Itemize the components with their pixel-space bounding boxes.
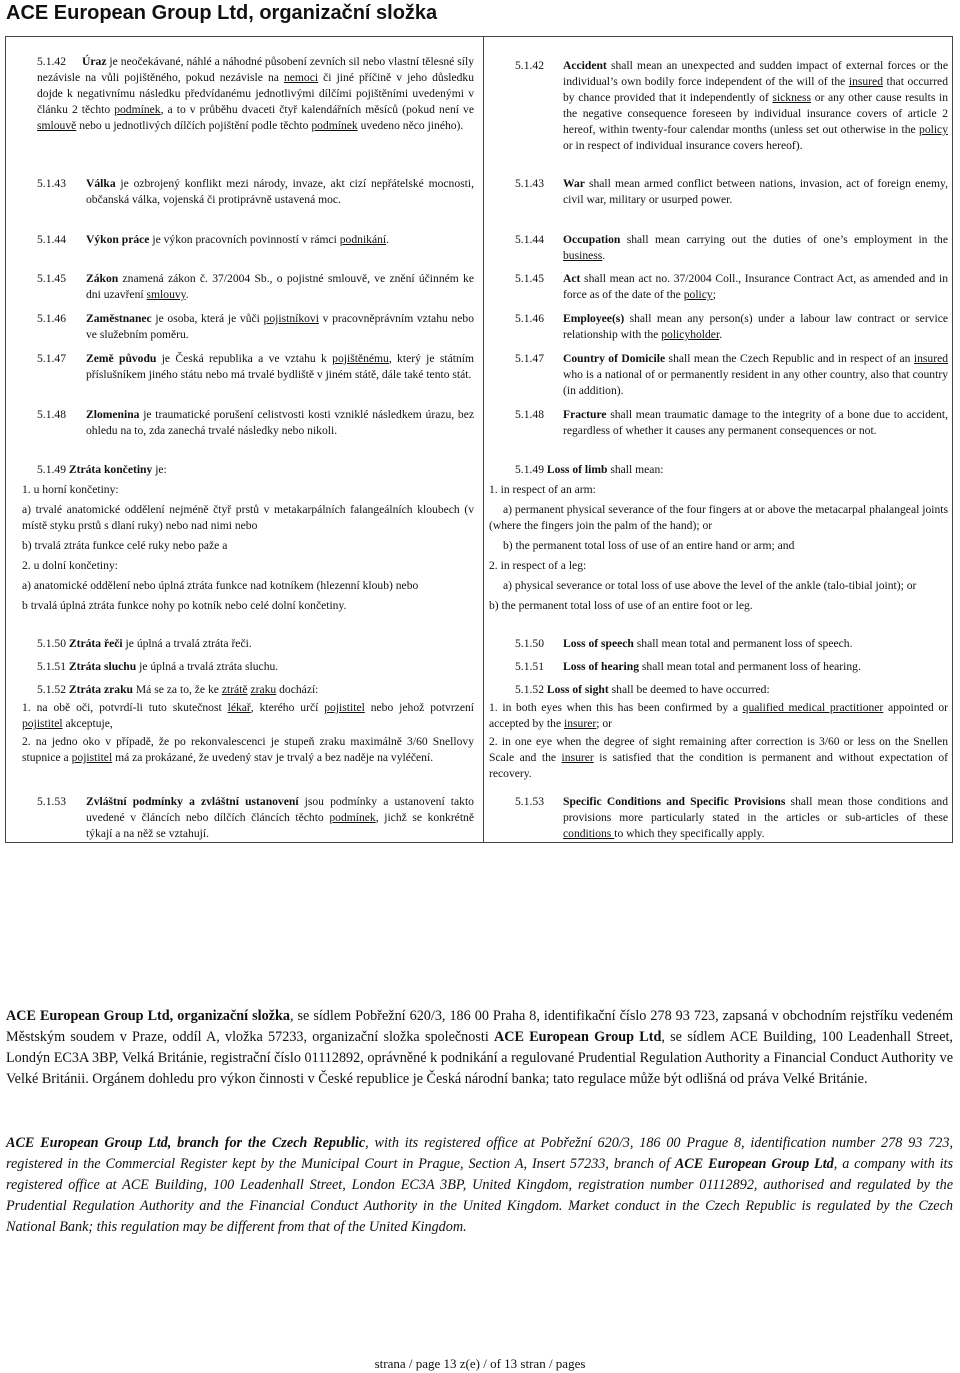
clause-text: . xyxy=(719,328,723,341)
clause-term: Zákon xyxy=(86,272,119,285)
clause-text: Má se za to, že ke xyxy=(132,683,222,696)
clause-term: Zaměstnanec xyxy=(86,312,152,325)
clause-text: dochází: xyxy=(276,683,319,696)
defined-term-link: podnikání xyxy=(339,233,387,246)
clause-number: 5.1.43 xyxy=(37,177,66,190)
clause-number: 5.1.50 xyxy=(515,637,544,650)
clause-number: 5.1.51 xyxy=(515,660,544,673)
clause-cz-5-1-42 xyxy=(37,54,474,134)
clause-number: 5.1.47 xyxy=(37,352,66,365)
document-title: ACE European Group Ltd, organizační složka xyxy=(6,2,438,24)
clause-number: 5.1.52 xyxy=(515,683,544,696)
sub-item-text: má za prokázané, že uvedený stav je trvalý a bez naděje na vyléčení. xyxy=(112,751,434,764)
company-name: ACE European Group Ltd, organizační složka xyxy=(6,1008,290,1024)
clause-text: or in respect of individual insurance covers hereof). xyxy=(563,139,803,152)
sub-item: a) permanent physical severance of the four fingers at or above the metacarpal phalangeal joints (where the fingers join the palm of the hand); or xyxy=(489,503,948,532)
clause-number: 5.1.46 xyxy=(515,312,544,325)
defined-term-link: lékař xyxy=(227,701,251,714)
clause-en-5-1-44 xyxy=(515,232,948,264)
clause-cz-5-1-46 xyxy=(37,311,474,343)
sub-item-text: is satisfied that the condition is permanent and without expectation of recovery. xyxy=(489,751,948,780)
clause-cz-5-1-47 xyxy=(37,351,474,383)
clause-term: Výkon práce xyxy=(86,233,150,246)
sub-item: a) physical severance or total loss of use above the level of the ankle (talo-tibial joint); or xyxy=(503,579,917,592)
sub-item: b trvalá úplná ztráta funkce nohy po kotník nebo celé dolní končetiny. xyxy=(22,599,347,612)
clause-en-5-1-42 xyxy=(515,58,948,154)
clause-text: who is a national of or permanently resident in any other country, also that country (in addition). xyxy=(563,368,948,397)
defined-term-link: podmínek xyxy=(114,103,161,116)
clause-number: 5.1.44 xyxy=(515,233,544,246)
sub-item-text: 1. na obě oči, potvrdí-li tuto skutečnost xyxy=(22,701,228,714)
defined-term-link: smlouvě xyxy=(37,119,77,132)
clause-term: Specific Conditions and Specific Provisions xyxy=(563,795,786,808)
clause-text: je neočekávané, náhlé a náhodné působení zevních sil nebo vlastní tělesné síly nezávisle na vůli pojištěného, pokud nezávisle na xyxy=(37,55,474,84)
clause-en-5-1-47 xyxy=(515,351,948,399)
sub-item: 1. in respect of an arm: xyxy=(489,483,596,496)
defined-term-link: conditions xyxy=(563,827,615,840)
clause-text: shall mean total and permanent loss of hearing. xyxy=(639,660,861,673)
defined-term-link: pojištěnému xyxy=(332,352,389,365)
legal-footer-czech xyxy=(6,1006,953,1090)
clause-term: Loss of limb xyxy=(546,463,608,476)
clause-number: 5.1.53 xyxy=(37,795,66,808)
clause-en-5-1-48 xyxy=(515,407,948,439)
sub-item-text: 2. na jedno oko v případě, že po rekonvalescenci je stupeň zraku maximálně 3/60 Snellovy stupnice a xyxy=(22,735,474,764)
clause-term: Ztráta končetiny xyxy=(68,463,153,476)
defined-term-link: pojistníkovi xyxy=(263,312,319,325)
defined-term-link: qualified medical practitioner xyxy=(742,701,884,714)
clause-text: je úplná a trvalá ztráta řeči. xyxy=(122,637,252,650)
defined-term-link: insurer xyxy=(564,717,597,730)
footer-text: , se sídlem Pobřežní 620/3, 186 00 Praha 8, identifikační číslo 278 93 723, zapsaná v obchodním rejstříku vedeném Městským soudem v Praze, oddíl A, vložka 57233, organizační složka společnosti xyxy=(6,1008,953,1045)
clause-cz-5-1-45 xyxy=(37,271,474,303)
sub-item-text: ; or xyxy=(596,717,612,730)
sub-item-text: , kterého určí xyxy=(250,701,325,714)
clause-term: Zlomenina xyxy=(86,408,140,421)
clause-term: Accident xyxy=(563,59,607,72)
defined-term-link: insurer xyxy=(561,751,594,764)
clause-number: 5.1.48 xyxy=(37,408,66,421)
clause-text: je ozbrojený konflikt mezi národy, invaze, akt cizí nepřátelské mocnosti, občanská válka, vojenská či protiprávně ustavená moc. xyxy=(86,177,474,206)
clause-text: či jiné příčině v jeho důsledku dojde k negativnímu následku předvídanému jednotlivými dílčími pojištěními uvedenými v článku 2 těchto xyxy=(37,71,475,116)
clause-en-5-1-51 xyxy=(515,659,948,675)
clause-term: Loss of speech xyxy=(563,637,634,650)
clause-text: ; xyxy=(712,288,716,301)
clause-number: 5.1.53 xyxy=(515,795,544,808)
page-number: strana / page 13 z(e) / of 13 stran / pages xyxy=(374,1356,586,1371)
sub-item xyxy=(22,734,474,766)
defined-term-link: podmínek xyxy=(311,119,358,132)
sub-item: 2. in respect of a leg: xyxy=(489,559,587,572)
clause-en-5-1-49 xyxy=(489,462,948,614)
company-name: ACE European Group Ltd xyxy=(674,1156,834,1172)
defined-term-link: nemoci xyxy=(283,71,319,84)
sub-item xyxy=(22,700,474,732)
clause-term: Úraz xyxy=(82,55,107,68)
clause-text: , a to v průběhu dvaceti čtyř kalendářních měsíců (pokud není ve xyxy=(160,103,474,116)
sub-item-text: 2. in one eye when the degree of sight remaining after correction is 3/60 or less on the Snellen Scale and the xyxy=(489,735,948,764)
clause-text: shall mean: xyxy=(607,463,664,476)
sub-item xyxy=(489,734,948,782)
clause-text: to which they specifically apply. xyxy=(614,827,765,840)
clause-text: je úplná a trvalá ztráta sluchu. xyxy=(136,660,279,673)
clause-number: 5.1.49 xyxy=(37,463,66,476)
sub-item: a) anatomické oddělení nebo úplná ztráta funkce nad kotníkem (hlezenní kloub) nebo xyxy=(22,579,419,592)
clause-number: 5.1.50 xyxy=(37,637,66,650)
clause-text: nebo u jednotlivých dílčích pojištění podle těchto xyxy=(76,119,312,132)
clause-text: shall be deemed to have occurred: xyxy=(608,683,770,696)
clause-term: Země původu xyxy=(86,352,157,365)
clause-term: Country of Domicile xyxy=(563,352,666,365)
clause-text: . xyxy=(386,233,390,246)
legal-footer-english xyxy=(6,1133,953,1238)
clause-number: 5.1.42 xyxy=(37,55,66,68)
defined-term-link: policy xyxy=(919,123,948,136)
clause-en-5-1-53 xyxy=(515,794,948,842)
clause-text: shall mean those conditions and provisions more particularly stated in the articles or sub-articles of these xyxy=(563,795,948,824)
clause-number: 5.1.52 xyxy=(37,683,66,696)
sub-item: a) trvalé anatomické oddělení nejméně čtyř prstů v metakarpálních falangeálních kloubech (v místě styku prstů s dlaní ruky) nebo nad nimi nebo xyxy=(22,503,474,532)
clause-number: 5.1.49 xyxy=(515,463,544,476)
clause-number: 5.1.51 xyxy=(37,660,66,673)
sub-item: b) the permanent total loss of use of an entire foot or leg. xyxy=(489,599,753,612)
clause-text: v pracovněprávním vztahu nebo ve služebním poměru. xyxy=(86,312,474,341)
clause-term: Zvláštní podmínky a zvláštní ustanovení xyxy=(86,795,299,808)
defined-term-link: pojistitel xyxy=(324,701,365,714)
footer-text: , se sídlem ACE Building, 100 Leadenhall Street, Londýn EC3A 3BP, Velká Británie, registrační číslo 01112892, oprávněné k podnikání a regulované Prudential Regulation Authority a Financial Conduct Authority ve Velké Británii. Orgánem dohledu pro výkon činnosti v České republice je Česká národní banka; tato regulace může být odlišná od práva Velké Británie. xyxy=(6,1029,953,1087)
clause-term: Loss of sight xyxy=(546,683,609,696)
sub-item: b) trvalá ztráta funkce celé ruky nebo paže a xyxy=(22,539,228,552)
clause-cz-5-1-52 xyxy=(22,682,474,766)
clause-text: je výkon pracovních povinností v rámci xyxy=(149,233,340,246)
defined-term-link: policy xyxy=(683,288,713,301)
clause-text: je traumatické porušení celistvosti kosti vzniklé následkem úrazu, bez ohledu na to, zda zanechá trvalé následky nebo nikoli. xyxy=(86,408,474,437)
clause-cz-5-1-51 xyxy=(37,659,474,675)
defined-term-link: insured xyxy=(848,75,883,88)
defined-term-link: smlouvy xyxy=(146,288,186,301)
footer-text: , a company with its registered office at ACE Building, 100 Leadenhall Street, London EC3A 3BP, United Kingdom, registration number 01112892, authorised and regulated by the Prudential Regulation Authority and the Financial Conduct Authority in the United Kingdom. Market conduct in the Czech Republic is regulated by the Czech National Bank; this regulation may be different from that of the United Kingdom. xyxy=(6,1156,953,1235)
clause-number: 5.1.45 xyxy=(37,272,66,285)
clause-cz-5-1-50 xyxy=(37,636,474,652)
clause-text: shall mean carrying out the duties of one’s employment in the xyxy=(620,233,948,246)
clause-term: Ztráta řeči xyxy=(68,637,123,650)
clause-number: 5.1.42 xyxy=(515,59,544,72)
sub-item-text: nebo jehož potvrzení xyxy=(364,701,474,714)
clause-number: 5.1.46 xyxy=(37,312,66,325)
sub-item: 1. u horní končetiny: xyxy=(22,483,119,496)
clause-text: shall mean traumatic damage to the integrity of a bone due to accident, regardless of whether it causes any permanent consequences or not. xyxy=(563,408,948,437)
clause-number: 5.1.43 xyxy=(515,177,544,190)
clause-text: that occurred by chance provided that it independently of xyxy=(563,75,949,104)
sub-item: b) the permanent total loss of use of an entire hand or arm; and xyxy=(503,539,795,552)
clause-cz-5-1-53 xyxy=(37,794,474,842)
clause-text: shall mean armed conflict between nations, invasion, act of foreign enemy, civil war, military or usurped power. xyxy=(563,177,948,206)
clause-text: or any other cause results in the negative consequence foreseen by individual insurance covers of article 2 hereof, within twenty-four calendar months (unless set out otherwise in the xyxy=(563,91,948,136)
sub-item-text: 1. in both eyes when this has been confirmed by a xyxy=(489,701,743,714)
sub-item-text: appointed or accepted by the xyxy=(489,701,948,730)
clause-term: Employee(s) xyxy=(563,312,625,325)
clause-number: 5.1.47 xyxy=(515,352,544,365)
clause-cz-5-1-43 xyxy=(37,176,474,208)
company-name: ACE European Group Ltd, branch for the Czech Republic xyxy=(6,1135,366,1151)
clause-text: uvedeno něco jiného). xyxy=(357,119,464,132)
clause-term: War xyxy=(563,177,585,190)
clause-cz-5-1-49 xyxy=(22,462,474,614)
clause-number: 5.1.45 xyxy=(515,272,544,285)
clause-text: shall mean any person(s) under a labour law contract or service relationship with the xyxy=(563,312,948,341)
clause-text: je Česká republika a ve vztahu k xyxy=(156,352,333,365)
clause-term: Ztráta sluchu xyxy=(68,660,137,673)
defined-term-link: pojistitel xyxy=(71,751,113,764)
clause-en-5-1-52 xyxy=(489,682,948,782)
clause-text: znamená zákon č. 37/2004 Sb., o pojistné smlouvě, ve znění účinném ke dni uzavření xyxy=(86,272,474,301)
clause-text: . xyxy=(602,249,606,262)
defined-term-link: zraku xyxy=(250,683,277,696)
clause-en-5-1-45 xyxy=(515,271,948,303)
defined-term-link: policyholder xyxy=(661,328,720,341)
clause-text: je: xyxy=(152,463,167,476)
column-divider xyxy=(483,36,484,843)
clause-number: 5.1.44 xyxy=(37,233,66,246)
clause-text: . xyxy=(185,288,189,301)
sub-item-text: akceptuje, xyxy=(62,717,113,730)
footer-text: , with its registered office at Pobřežní 620/3, 186 00 Prague 8, identification number 278 93 723, registered in the Commercial Register kept by the Municipal Court in Prague, Section A, Insert 57233, branch of xyxy=(6,1135,953,1172)
clause-number: 5.1.48 xyxy=(515,408,544,421)
defined-term-link: insured xyxy=(913,352,949,365)
sub-item xyxy=(489,700,948,732)
clause-en-5-1-50 xyxy=(515,636,948,652)
defined-term-link: business xyxy=(563,249,603,262)
defined-term-link: sickness xyxy=(772,91,812,104)
defined-term-link: ztrátě xyxy=(221,683,248,696)
clause-term: Ztráta zraku xyxy=(68,683,133,696)
company-name: ACE European Group Ltd xyxy=(494,1029,662,1045)
defined-term-link: podmínek xyxy=(329,811,376,824)
clause-en-5-1-46 xyxy=(515,311,948,343)
clause-text: , který je státním příslušníkem jiného státu nebo má trvalé bydliště v jiném státě, dále také tento stát. xyxy=(86,352,475,381)
clause-text: shall mean total and permanent loss of speech. xyxy=(633,637,853,650)
clause-text: shall mean the Czech Republic and in respect of an xyxy=(665,352,914,365)
sub-item: 2. u dolní končetiny: xyxy=(22,559,118,572)
clause-text: jsou podmínky a ustanovení takto uvedené v článcích nebo dílčích článcích těchto xyxy=(86,795,474,824)
clause-term: Loss of hearing xyxy=(563,660,640,673)
clause-term: Válka xyxy=(86,177,116,190)
clause-text: shall mean an unexpected and sudden impact of external forces or the individual’s own bodily force independent of the will of the xyxy=(563,59,948,88)
clause-cz-5-1-48 xyxy=(37,407,474,439)
clause-text: , jichž se konkrétně týkají a na něž se vztahují. xyxy=(86,811,474,840)
defined-term-link: pojistitel xyxy=(22,717,63,730)
clause-cz-5-1-44 xyxy=(37,232,474,248)
clause-term: Occupation xyxy=(563,233,621,246)
clause-term: Act xyxy=(563,272,581,285)
clause-term: Fracture xyxy=(563,408,607,421)
clause-text: je osoba, která je vůči xyxy=(151,312,264,325)
clause-en-5-1-43 xyxy=(515,176,948,208)
clause-text: shall mean act no. 37/2004 Coll., Insurance Contract Act, as amended and in force as of the date of the xyxy=(563,272,948,301)
